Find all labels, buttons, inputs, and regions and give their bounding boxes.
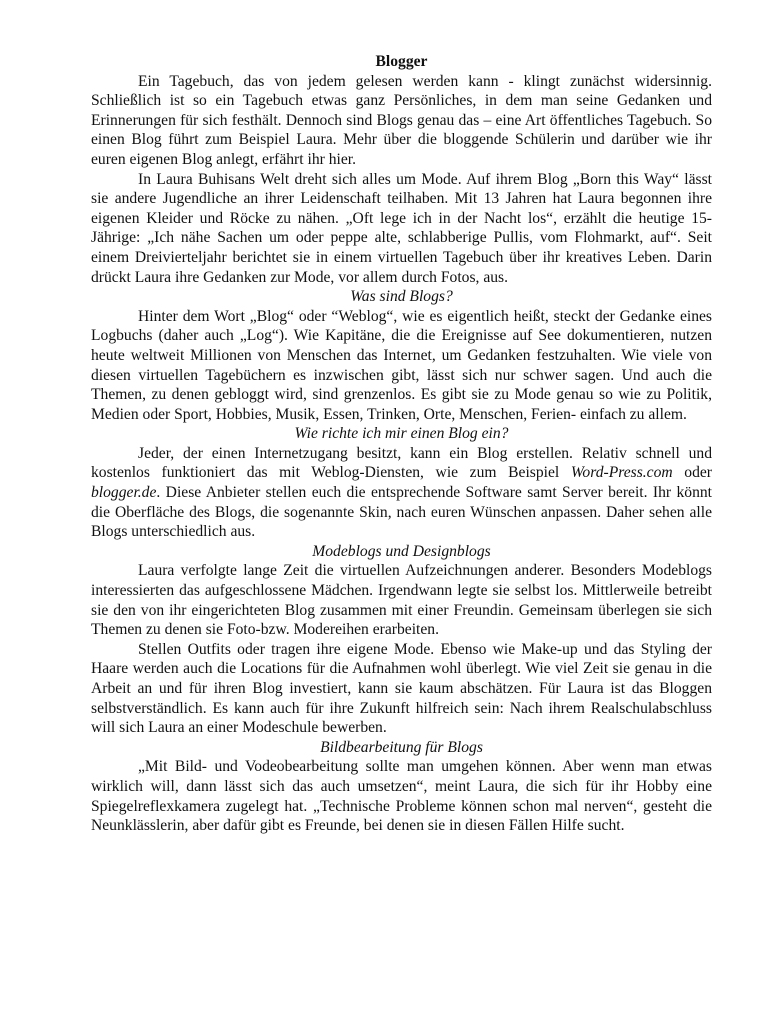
fashion-blogs-paragraph-1: Laura verfolgte lange Zeit die virtuellen Aufzeichnungen anderer. Besonders Modeblogs interessierten das aufgeschlossene Mädchen. Irgendwann legte sie selbst los. Mittlerweile betreibt sie den von ihr eingerichteten Blog zusammen mit einer Freundin. Gemeinsam überlegen sie sich Themen zu denen sie Foto-bzw. Modereihen erarbeiten. xyxy=(91,562,712,639)
document-page xyxy=(91,52,712,836)
fashion-blogs-paragraph-2: Stellen Outfits oder tragen ihre eigene Mode. Ebenso wie Make-up und das Styling der Haare werden auch die Locations für die Aufnahmen wohl überlegt. Wie viel Zeit sie genau in die Arbeit an und für ihren Blog investiert, kann sie kaum abschätzen. Für Laura ist das Bloggen selbstverständlich. Es kann auch für ihre Zukunft hilfreich sein: Nach ihrem Realschulabschluss will sich Laura an einer Modeschule bewerben. xyxy=(91,640,712,737)
setup-blog-paragraph xyxy=(91,444,712,542)
setup-blog-text-part3: . Diese Anbieter stellen euch die entsprechende Software samt Server bereit. Ihr könnt die Oberfläche des Blogs, die sogenannte Skin, nach euren Wünschen anpassen. Daher sehen alle Blogs unterschiedlich aus. xyxy=(91,484,712,541)
what-are-blogs-paragraph: Hinter dem Wort „Blog“ oder “Weblog“, wie es eigentlich heißt, steckt der Gedanke eines Logbuchs (daher auch „Log“). Wie Kapitäne, die die Ereignisse auf See dokumentieren, nutzen heute weltweit Millionen von Menschen das Internet, um Gedanken festzuhalten. Wie viele von diesen virtuellen Tagebüchern es inzwischen gibt, lässt sich nur schwer sagen. Und auch die Themen, zu denen gebloggt wird, sind grenzenlos. Es gibt sie zu Mode genau so wie zu Politik, Medien oder Sport, Hobbies, Musik, Essen, Trinken, Orte, Menschen, Ferien- einfach zu allem. xyxy=(91,307,712,423)
setup-blog-text-part1: Jeder, der einen Internetzugang besitzt, kann ein Blog erstellen. Relativ schnell und kostenlos funktioniert das mit Weblog-Diensten, wie zum Beispiel xyxy=(91,444,712,482)
setup-blog-text-part2: oder xyxy=(672,464,712,482)
laura-intro-paragraph: In Laura Buhisans Welt dreht sich alles um Mode. Auf ihrem Blog „Born this Way“ lässt sie andere Jugendliche an ihrer Leidenschaft teilhaben. Mit 13 Jahren hat Laura begonnen ihre eigenen Kleider und Röcke zu nähen. „Oft lege ich in der Nacht los“, erzählt die heutige 15-Jährige: „Ich nähe Sachen um oder peppe alte, schlabberige Pullis, vom Flohmarkt, auf“. Seit einem Dreivierteljahr berichtet sie in einem virtuellen Tagebuch über ihr kreatives Leben. Darin drückt Laura ihre Gedanken zur Mode, vor allem durch Fotos, aus. xyxy=(91,170,712,286)
section-heading-fashion-blogs: Modeblogs und Designblogs xyxy=(312,542,491,560)
intro-paragraph: Ein Tagebuch, das von jedem gelesen werden kann - klingt zunächst widersinnig. Schließlich ist so ein Tagebuch etwas ganz Persönliches, in dem man seine Gedanken und Erinnerungen für sich festhält. Dennoch sind Blogs genau das – eine Art öffentliches Tagebuch. So einen Blog führt zum Beispiel Laura. Mehr über die bloggende Schülerin und darüber wie ihr euren eigenen Blog anlegt, erfährt ihr hier. xyxy=(91,72,712,168)
wordpress-site-name: Word-Press.com xyxy=(570,464,673,482)
document-title: Blogger xyxy=(375,53,428,70)
section-heading-image-editing: Bildbearbeitung für Blogs xyxy=(320,738,483,756)
section-heading-setup-blog: Wie richte ich mir einen Blog ein? xyxy=(294,425,509,443)
section-heading-what-are-blogs: Was sind Blogs? xyxy=(350,288,453,306)
blogger-site-name: blogger.de xyxy=(91,484,157,502)
image-editing-paragraph: „Mit Bild- und Vodeobearbeitung sollte man umgehen können. Aber wenn man etwas wirklich will, dann lässt sich das auch umsetzen“, meint Laura, die sich für ihr Hobby eine Spiegelreflexkamera zugelegt hat. „Technische Probleme können schon mal nerven“, gesteht die Neunklässlerin, aber dafür gibt es Freunde, bei denen sie in diesen Fällen Hilfe sucht. xyxy=(91,758,712,835)
